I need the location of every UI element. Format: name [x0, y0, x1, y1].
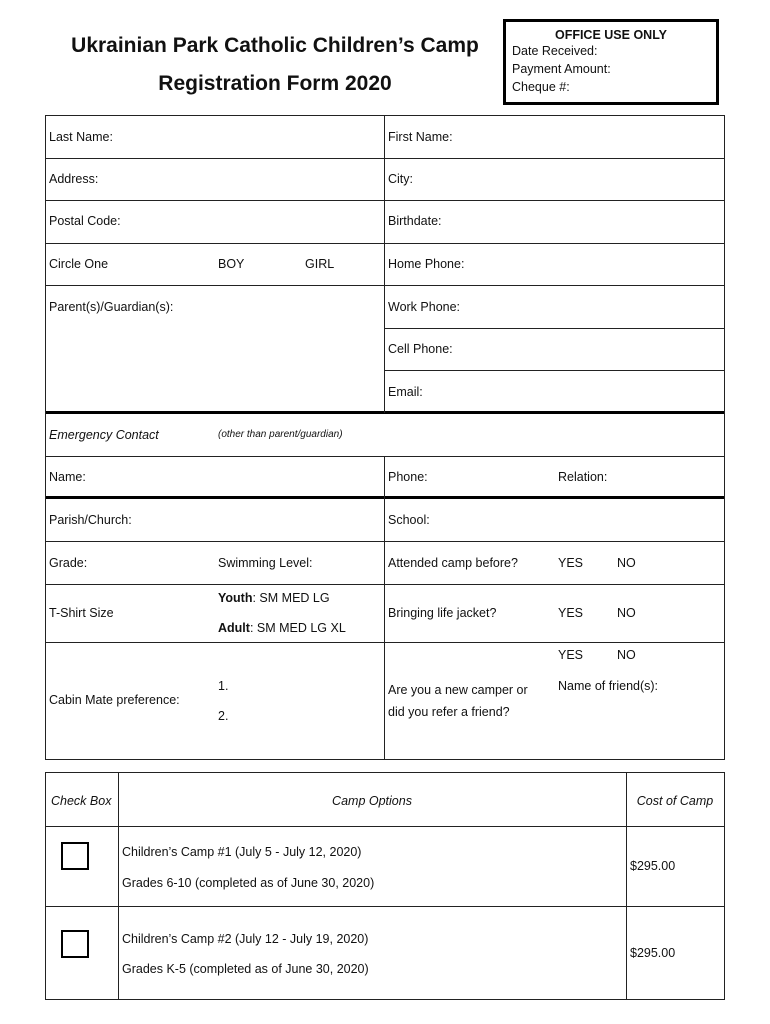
- table-line: [45, 772, 46, 1000]
- table-line: [45, 906, 725, 907]
- emergency-contact-note: (other than parent/guardian): [218, 429, 343, 440]
- birthdate-field[interactable]: Birthdate:: [388, 214, 442, 228]
- emergency-relation-field[interactable]: Relation:: [558, 470, 608, 484]
- cost-of-camp-header: Cost of Camp: [636, 794, 714, 808]
- camp-1-checkbox[interactable]: [61, 842, 89, 870]
- last-name-field[interactable]: Last Name:: [49, 130, 113, 144]
- new-camper-yes-option[interactable]: YES: [558, 648, 584, 662]
- table-line: [384, 328, 725, 329]
- cheque-label: Cheque #:: [512, 80, 570, 94]
- table-line: [384, 115, 385, 413]
- youth-label: Youth: [218, 591, 253, 605]
- table-divider-thick: [45, 411, 725, 414]
- attended-camp-question: Attended camp before?: [388, 556, 518, 570]
- girl-option[interactable]: GIRL: [305, 257, 335, 271]
- new-camper-question-line-2: did you refer a friend?: [388, 705, 510, 719]
- office-use-box: [503, 19, 719, 105]
- table-line: [45, 158, 725, 159]
- emergency-name-field[interactable]: Name:: [49, 470, 86, 484]
- attended-yes-option[interactable]: YES: [558, 556, 584, 570]
- emergency-contact-heading: Emergency Contact: [49, 428, 159, 442]
- form-title-line-1: Ukrainian Park Catholic Children’s Camp: [71, 34, 479, 57]
- attended-no-option[interactable]: NO: [617, 556, 636, 570]
- camp-2-dates: Children’s Camp #2 (July 12 - July 19, 2020): [122, 932, 369, 946]
- table-line: [45, 115, 725, 116]
- school-field[interactable]: School:: [388, 513, 430, 527]
- table-line: [45, 456, 725, 457]
- home-phone-field[interactable]: Home Phone:: [388, 257, 465, 271]
- parents-guardians-field[interactable]: Parent(s)/Guardian(s):: [49, 300, 174, 314]
- check-box-header: Check Box: [51, 794, 112, 808]
- table-line: [45, 200, 725, 201]
- circle-one-label: Circle One: [49, 257, 109, 271]
- table-line: [45, 243, 725, 244]
- cabin-mate-1-field[interactable]: 1.: [218, 679, 229, 693]
- life-jacket-question: Bringing life jacket?: [388, 606, 497, 620]
- table-line: [45, 999, 725, 1000]
- table-divider-thick: [45, 496, 725, 499]
- youth-size-options: : SM MED LG: [252, 591, 330, 605]
- boy-option[interactable]: BOY: [218, 257, 245, 271]
- friends-name-field[interactable]: Name of friend(s):: [558, 679, 659, 693]
- camp-1-dates: Children’s Camp #1 (July 5 - July 12, 2020): [122, 845, 362, 859]
- table-line: [45, 115, 46, 760]
- new-camper-no-option[interactable]: NO: [617, 648, 636, 662]
- camp-1-cost: $295.00: [630, 859, 676, 873]
- swimming-level-field[interactable]: Swimming Level:: [218, 556, 313, 570]
- office-use-heading: OFFICE USE ONLY: [554, 28, 668, 42]
- grade-field[interactable]: Grade:: [49, 556, 88, 570]
- payment-amount-label: Payment Amount:: [512, 62, 611, 76]
- address-field[interactable]: Address:: [49, 172, 99, 186]
- emergency-phone-field[interactable]: Phone:: [388, 470, 428, 484]
- cabin-mate-label: Cabin Mate preference:: [49, 693, 180, 707]
- form-title-line-2: Registration Form 2020: [158, 72, 392, 95]
- table-line: [45, 826, 725, 827]
- table-line: [45, 584, 725, 585]
- table-line: [384, 370, 725, 371]
- adult-label: Adult: [218, 621, 250, 635]
- life-jacket-yes-option[interactable]: YES: [558, 606, 584, 620]
- table-line: [724, 772, 725, 1000]
- parish-church-field[interactable]: Parish/Church:: [49, 513, 132, 527]
- date-received-label: Date Received:: [512, 44, 598, 58]
- camp-options-header: Camp Options: [332, 794, 412, 808]
- table-line: [45, 759, 725, 760]
- cell-phone-field[interactable]: Cell Phone:: [388, 342, 453, 356]
- camp-2-grades: Grades K-5 (completed as of June 30, 2020): [122, 962, 369, 976]
- new-camper-question-line-1: Are you a new camper or: [388, 683, 528, 697]
- table-line: [384, 456, 385, 760]
- first-name-field[interactable]: First Name:: [388, 130, 453, 144]
- camp-1-grades: Grades 6-10 (completed as of June 30, 2020): [122, 876, 375, 890]
- email-field[interactable]: Email:: [388, 385, 423, 399]
- adult-size-options: : SM MED LG XL: [249, 621, 346, 635]
- tshirt-youth-sizes[interactable]: [218, 591, 330, 605]
- city-field[interactable]: City:: [388, 172, 413, 186]
- postal-code-field[interactable]: Postal Code:: [49, 214, 121, 228]
- camp-2-checkbox[interactable]: [61, 930, 89, 958]
- table-line: [45, 772, 725, 773]
- work-phone-field[interactable]: Work Phone:: [388, 300, 461, 314]
- table-line: [724, 115, 725, 760]
- tshirt-adult-sizes[interactable]: [218, 621, 346, 635]
- table-line: [45, 285, 725, 286]
- table-line: [45, 541, 725, 542]
- life-jacket-no-option[interactable]: NO: [617, 606, 636, 620]
- tshirt-size-label: T-Shirt Size: [49, 606, 114, 620]
- cabin-mate-2-field[interactable]: 2.: [218, 709, 229, 723]
- camp-2-cost: $295.00: [630, 946, 676, 960]
- table-line: [45, 642, 725, 643]
